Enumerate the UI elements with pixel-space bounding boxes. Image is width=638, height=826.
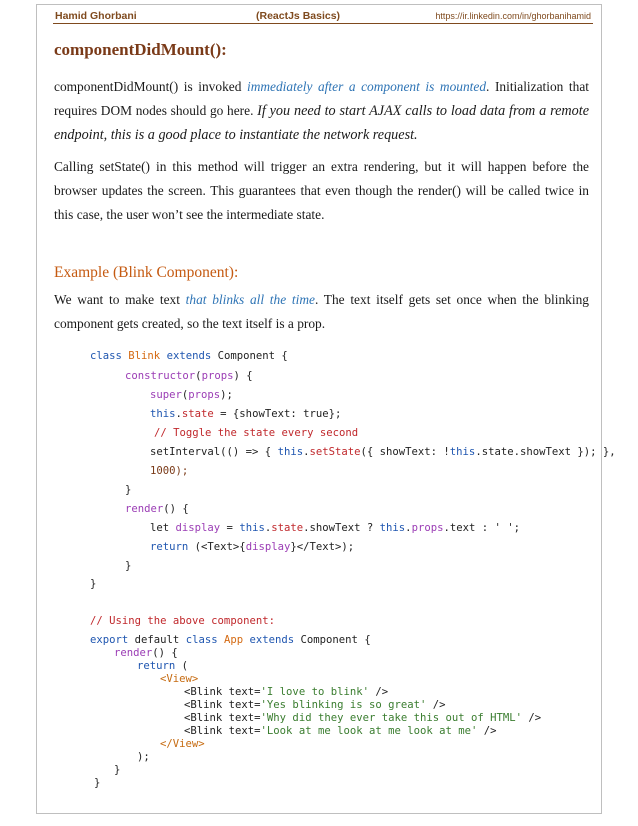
- code-line: }: [94, 777, 101, 789]
- code-line: }: [90, 578, 97, 590]
- example-emphasis: that blinks all the time: [185, 292, 315, 307]
- header-author: Hamid Ghorbani: [55, 10, 137, 22]
- example-title: Example (Blink Component):: [54, 264, 239, 281]
- code-line: render() {: [125, 503, 189, 515]
- code-line: <Blink text='Look at me look at me look at me' />: [184, 725, 497, 737]
- code-line: this.state = {showText: true};: [150, 408, 342, 420]
- code-line: <Blink text='I love to blink' />: [184, 686, 389, 698]
- code-line: setInterval(() => { this.setState({ showText: !this.state.showText }); },: [150, 446, 616, 458]
- code-line: }: [114, 764, 121, 776]
- code-comment: // Toggle the state every second: [154, 427, 359, 439]
- code-line: <Blink text='Why did they ever take this out of HTML' />: [184, 712, 542, 724]
- code-line: }: [125, 484, 132, 496]
- example-lead: We want to make text: [54, 292, 186, 307]
- code-line: 1000);: [150, 465, 189, 477]
- code-line: </View>: [160, 738, 205, 750]
- intro-italic: If you need to start AJAX calls to load data from a remote endpoint, this is a good place to instantiate the network request.: [54, 103, 589, 143]
- code-line: );: [137, 751, 150, 763]
- page-header: [53, 10, 593, 24]
- example-rest: . The text itself gets set once when the blinking component gets created, so the text itself is a prop.: [54, 292, 589, 331]
- code-line: constructor(props) {: [125, 370, 253, 382]
- code-line: return (<Text>{display}</Text>);: [150, 541, 355, 553]
- code-line: export default class App extends Component {: [90, 634, 371, 646]
- code-line: return (: [137, 660, 189, 672]
- code-line: }: [125, 560, 132, 572]
- section-title: componentDidMount():: [54, 40, 227, 59]
- code-line: render() {: [114, 647, 178, 659]
- paragraph-example: [54, 288, 589, 336]
- code-line: let display = this.state.showText ? this.props.text : ' ';: [150, 522, 520, 534]
- code-line: <Blink text='Yes blinking is so great' />: [184, 699, 446, 711]
- header-link[interactable]: https://ir.linkedin.com/in/ghorbanihamid: [435, 11, 591, 21]
- intro-emphasis: immediately after a component is mounted: [246, 79, 487, 94]
- intro-mid: . Initialization that requires DOM nodes should go here.: [54, 79, 589, 118]
- intro-lead: componentDidMount() is invoked: [54, 79, 247, 94]
- paragraph-setstate: Calling setState() in this method will trigger an extra rendering, but it will happen before the browser updates the screen. This guarantees that even though the render() will be called twice in this case, the user won’t see the intermediate state.: [54, 159, 589, 222]
- code-line: super(props);: [150, 389, 233, 401]
- code-line: <View>: [160, 673, 199, 685]
- header-topic: (ReactJs Basics): [256, 10, 341, 22]
- code-line: class Blink extends Component {: [90, 350, 288, 362]
- paragraph-intro: [54, 75, 589, 147]
- code-comment: // Using the above component:: [90, 615, 275, 627]
